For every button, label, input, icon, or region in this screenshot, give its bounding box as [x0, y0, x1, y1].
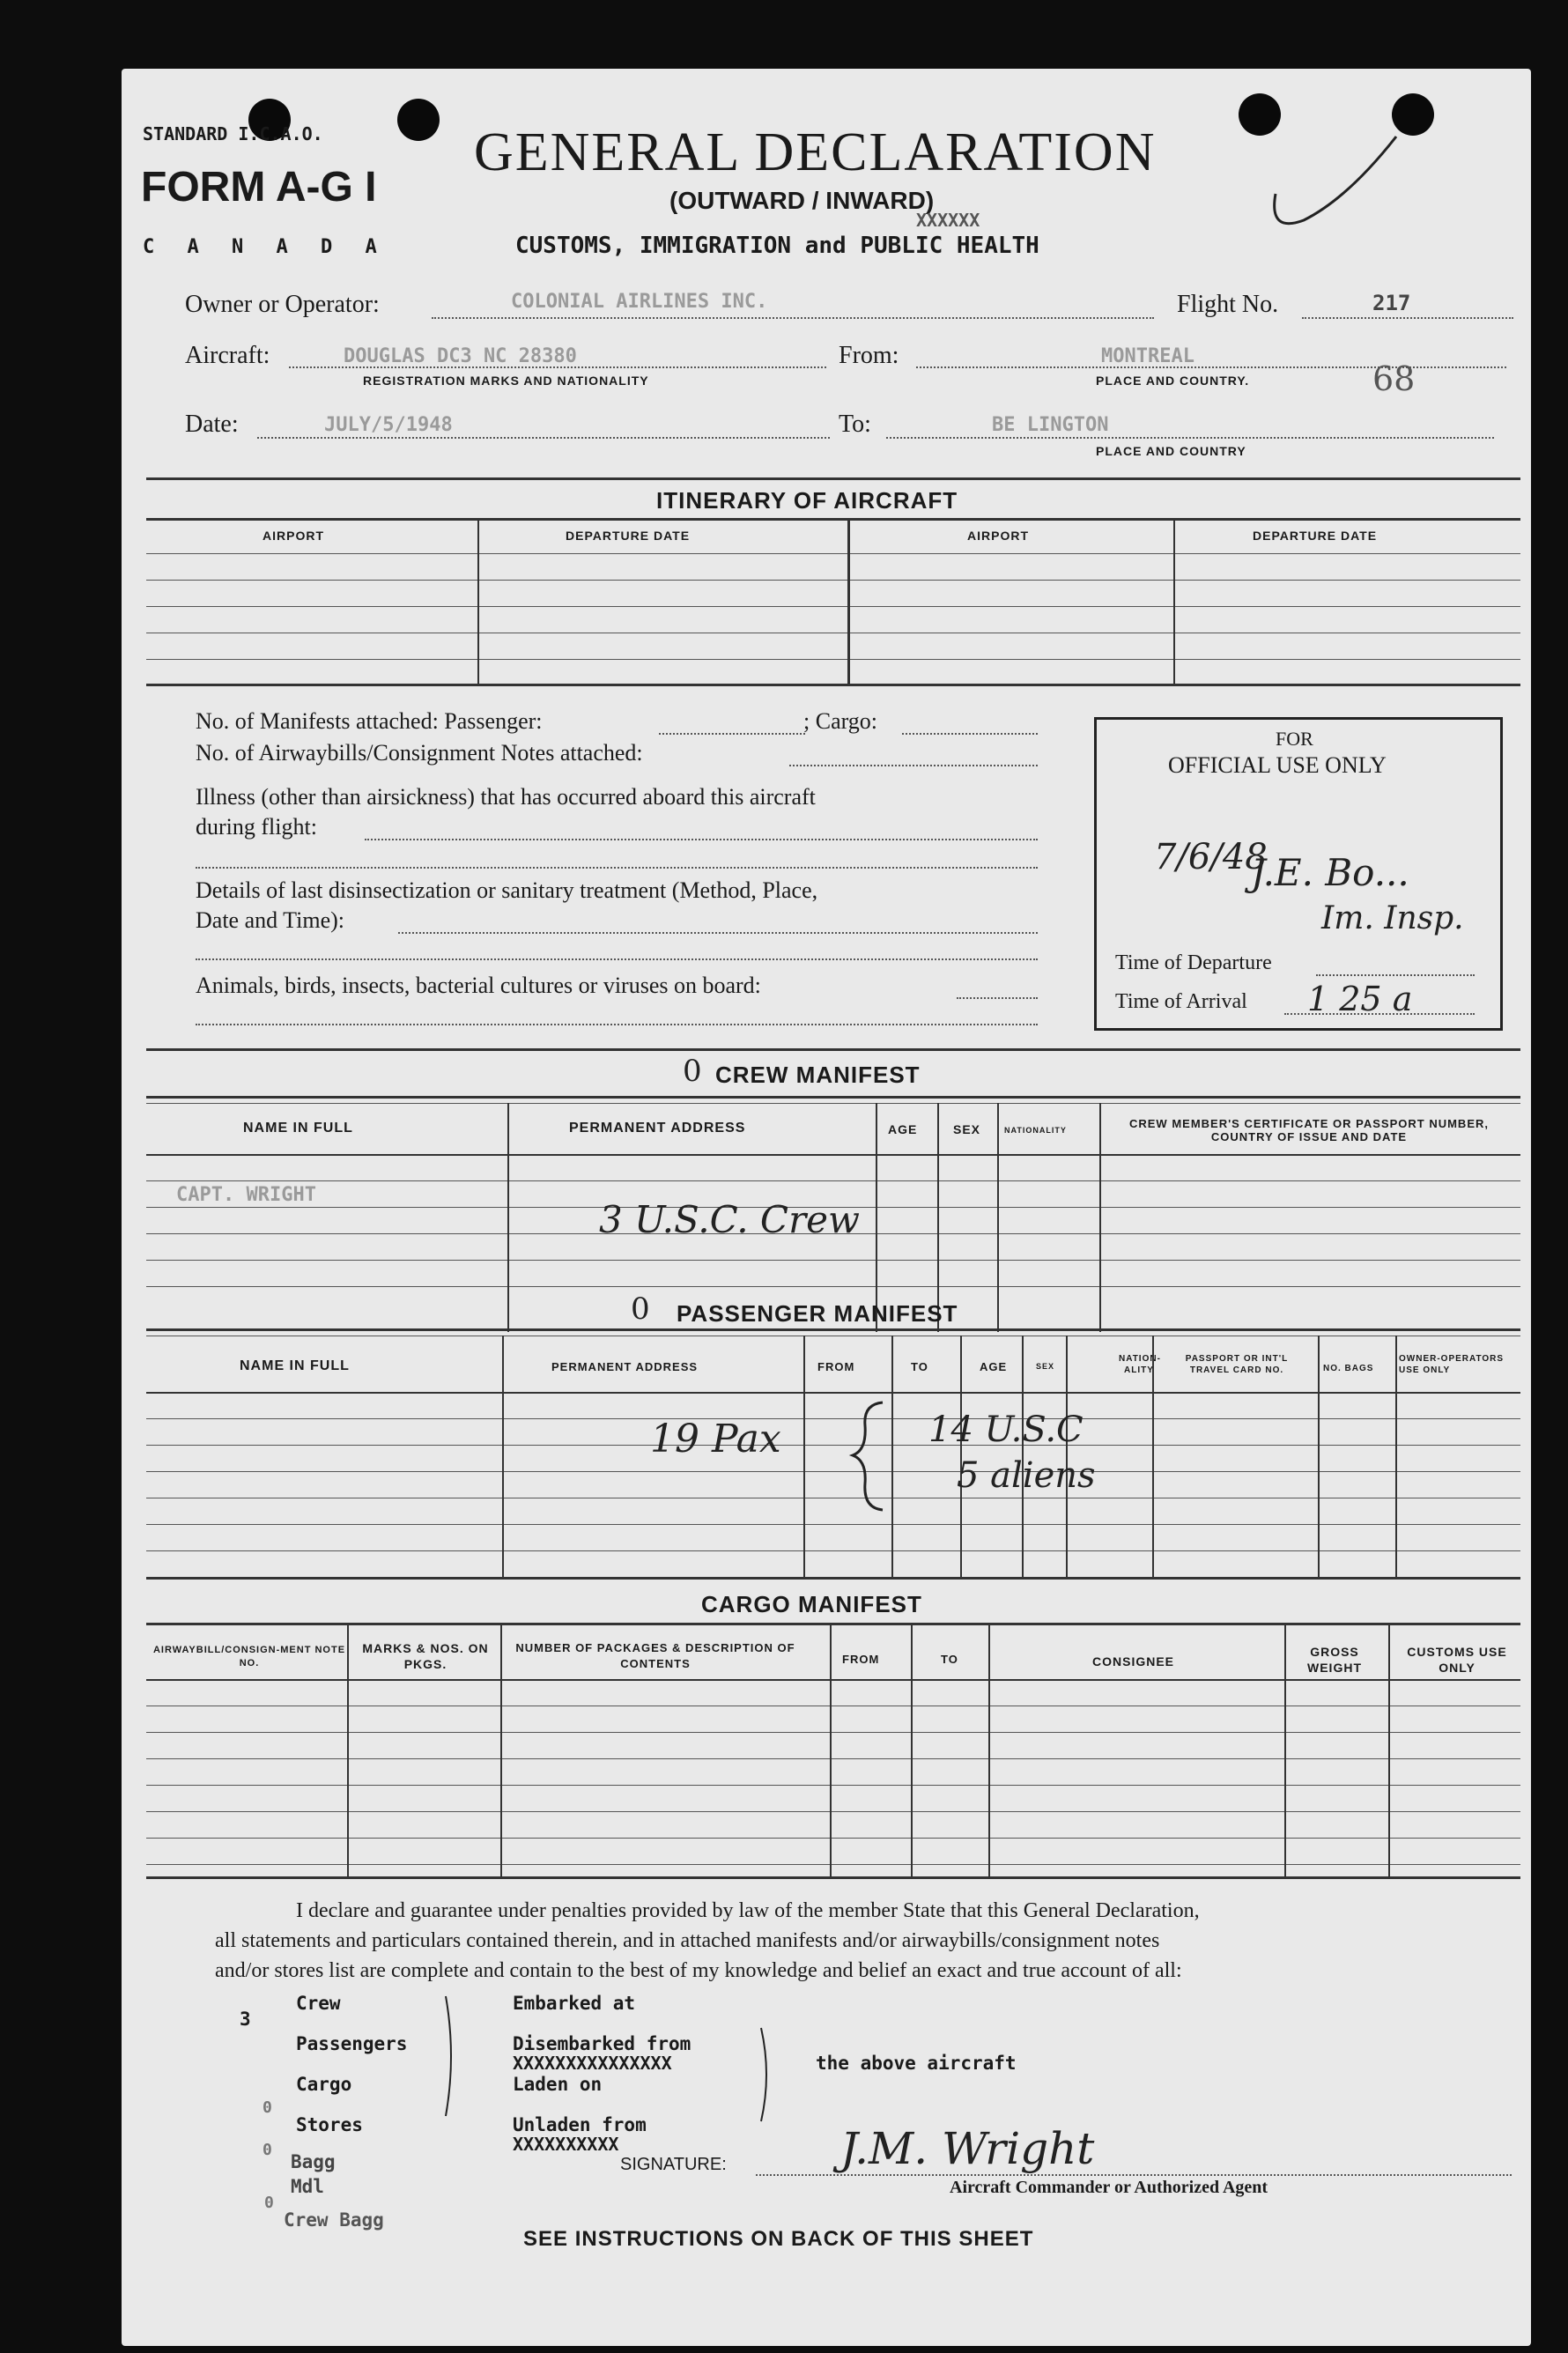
animals-underline-2 [196, 1024, 1038, 1025]
official-hand-signature: J.E. Bo... [1251, 851, 1409, 894]
passenger-col-sex: SEX [1036, 1362, 1055, 1371]
passenger-col-bags: NO. BAGS [1323, 1364, 1374, 1373]
passenger-col-passport-text: PASSPORT OR INT'L TRAVEL CARD NO. [1185, 1354, 1289, 1375]
action-unladen: Unladen from [513, 2114, 647, 2135]
divider [146, 1328, 1520, 1331]
cargo-col-packages-text: NUMBER OF PACKAGES & DESCRIPTION OF CONTENTS [515, 1641, 795, 1670]
checkmark-icon [1268, 132, 1401, 238]
count-crew: 3 [240, 2009, 251, 2030]
item-bagg: Bagg [291, 2151, 336, 2172]
bracket-icon [756, 2026, 782, 2123]
col-line [507, 1103, 509, 1332]
manifests-line-1b: ; Cargo: [803, 708, 878, 734]
divider [146, 1048, 1520, 1051]
animals-underline [957, 997, 1038, 999]
crew-row-name: CAPT. WRIGHT [176, 1184, 316, 1206]
col-line [1284, 1623, 1286, 1876]
divider [146, 1577, 1520, 1580]
aircraft-label: Aircraft: [185, 342, 270, 369]
passenger-col-to: TO [911, 1360, 928, 1373]
col-line [1099, 1103, 1101, 1332]
official-use-title-1: FOR [1276, 728, 1313, 750]
row-line [146, 1471, 1520, 1472]
manifests-line-5: Details of last disinsectization or sanitary treatment (Method, Place, [196, 877, 818, 903]
crew-count: 0 [683, 1054, 702, 1089]
passenger-count-underline [659, 733, 805, 735]
passenger-col-owner [1399, 1353, 1522, 1376]
itinerary-col-airport-1: AIRPORT [263, 529, 324, 543]
form-id: FORM A-G I [141, 164, 377, 211]
divider [146, 1623, 1520, 1625]
form-title: GENERAL DECLARATION [474, 122, 1157, 182]
divider [146, 684, 1520, 686]
crew-col-age: AGE [888, 1122, 918, 1136]
cargo-col-marks [351, 1640, 500, 1672]
itinerary-col-date-1: DEPARTURE DATE [566, 529, 691, 543]
arrival-time-label: Time of Arrival [1115, 990, 1247, 1013]
arrival-time-value: 1 25 a [1307, 980, 1413, 1018]
cargo-count-underline [902, 733, 1038, 735]
passenger-manifest-title: PASSENGER MANIFEST [677, 1300, 958, 1327]
row-line [146, 1103, 1520, 1104]
signature-caption: Aircraft Commander or Authorized Agent [950, 2178, 1268, 2197]
col-line [1318, 1336, 1320, 1577]
crew-row-handwritten: 3 U.S.C. Crew [599, 1198, 860, 1241]
signature-handwritten: J.M. Wright [840, 2123, 1095, 2174]
cargo-col-customs-text: CUSTOMS USE ONLY [1407, 1645, 1507, 1675]
cargo-manifest-title: CARGO MANIFEST [701, 1591, 922, 1617]
item-stores: Stores [296, 2114, 363, 2135]
row-line [146, 1392, 1520, 1394]
item-crew-bagg: Crew Bagg [284, 2209, 384, 2231]
row-line [146, 1260, 1520, 1261]
row-line [146, 1524, 1520, 1525]
departure-time-label: Time of Departure [1115, 951, 1272, 974]
treatment-underline [398, 932, 1038, 934]
owner-value: COLONIAL AIRLINES INC. [511, 291, 768, 313]
passenger-count: 0 [631, 1291, 650, 1327]
row-line [146, 1286, 1520, 1287]
treatment-underline-2 [196, 958, 1038, 960]
cargo-col-airwaybill [148, 1644, 351, 1670]
item-mdl: Mdl [291, 2176, 324, 2197]
passenger-hand-citizens: 14 U.S.C [928, 1410, 1084, 1450]
from-value: MONTREAL [1101, 345, 1194, 367]
row-line [146, 580, 1520, 581]
divider [146, 1096, 1520, 1099]
form-subtitle: CUSTOMS, IMMIGRATION and PUBLIC HEALTH [515, 233, 1039, 259]
col-line [502, 1336, 504, 1577]
passenger-col-name: NAME IN FULL [240, 1358, 350, 1373]
cargo-col-from: FROM [842, 1653, 880, 1666]
from-underline [916, 366, 1506, 368]
icao-standard-label: STANDARD I.C.A.O. [143, 123, 323, 144]
direction-overstrike: XXXXXX [916, 210, 980, 231]
above-aircraft: the above aircraft [816, 2053, 1017, 2074]
manifests-line-4: during flight: [196, 814, 317, 840]
aircraft-value: DOUGLAS DC3 NC 28380 [344, 345, 577, 367]
declaration-text-1: I declare and guarantee under penalties provided by law of the member State that this General Declaration, [296, 1899, 1200, 1922]
row-line [146, 1732, 1520, 1733]
row-line [146, 1679, 1520, 1681]
aircraft-caption: REGISTRATION MARKS AND NATIONALITY [363, 374, 649, 388]
punch-hole [1239, 93, 1281, 136]
col-line [988, 1623, 990, 1876]
official-hand-date: 7/6/48 [1154, 837, 1268, 877]
row-line [146, 659, 1520, 660]
action-laden: Laden on [513, 2074, 603, 2095]
date-label: Date: [185, 411, 239, 438]
passenger-hand-total: 19 Pax [650, 1417, 781, 1461]
row-line [146, 1838, 1520, 1839]
divider [146, 477, 1520, 480]
count-bagg: 0 [263, 2141, 272, 2159]
footer-instructions: SEE INSTRUCTIONS ON BACK OF THIS SHEET [523, 2227, 1034, 2251]
date-underline [257, 437, 830, 439]
flight-underline [1302, 317, 1513, 319]
row-line [146, 1445, 1520, 1446]
official-use-title-2: OFFICIAL USE ONLY [1168, 752, 1387, 778]
airwaybill-underline [789, 765, 1038, 766]
itinerary-col-airport-2: AIRPORT [967, 529, 1029, 543]
col-line [1395, 1336, 1397, 1577]
owner-label: Owner or Operator: [185, 291, 380, 318]
passenger-col-passport [1165, 1353, 1309, 1376]
col-line [500, 1623, 502, 1876]
row-line [146, 1758, 1520, 1759]
illness-underline [365, 839, 1038, 840]
date-value: JULY/5/1948 [324, 414, 453, 436]
from-caption: PLACE AND COUNTRY. [1096, 374, 1250, 388]
cargo-col-airwaybill-text: AIRWAYBILL/CONSIGN-MENT NOTE NO. [152, 1645, 346, 1669]
row-line [146, 553, 1520, 554]
crew-col-nationality: NATIONALITY [1004, 1126, 1067, 1135]
manifests-line-3: Illness (other than airsickness) that has occurred aboard this aircraft [196, 784, 816, 810]
row-line [146, 1811, 1520, 1812]
passenger-hand-aliens: 5 aliens [957, 1455, 1096, 1496]
departure-time-underline [1316, 974, 1475, 976]
row-line [146, 1418, 1520, 1419]
divider [146, 1876, 1520, 1879]
col-line [1173, 520, 1175, 684]
cargo-col-gross-weight [1286, 1644, 1383, 1676]
col-line [847, 520, 850, 684]
crew-col-certificate-text: CREW MEMBER'S CERTIFICATE OR PASSPORT NUMBER, COUNTRY OF ISSUE AND DATE [1128, 1117, 1489, 1143]
official-hand-title: Im. Insp. [1321, 900, 1464, 936]
illness-underline-2 [196, 867, 1038, 869]
overstrike-disembarked: XXXXXXXXXXXXXXX [513, 2053, 672, 2074]
handwritten-number: 68 [1372, 359, 1416, 398]
direction-label: (OUTWARD / INWARD) [669, 187, 935, 214]
crew-col-certificate [1106, 1117, 1512, 1143]
count-stores: 0 [263, 2098, 272, 2117]
itinerary-title: ITINERARY OF AIRCRAFT [656, 487, 958, 514]
manifests-line-6: Date and Time): [196, 907, 344, 933]
punch-hole [397, 99, 440, 141]
passenger-col-nationality-text: NATION-ALITY [1119, 1354, 1161, 1375]
to-value: BE LINGTON [992, 414, 1109, 436]
to-caption: PLACE AND COUNTRY [1096, 444, 1246, 458]
crew-col-address: PERMANENT ADDRESS [569, 1121, 746, 1136]
country-label: C A N A D A [143, 236, 388, 258]
itinerary-col-date-2: DEPARTURE DATE [1253, 529, 1378, 543]
passenger-col-from: FROM [817, 1360, 855, 1373]
action-embarked: Embarked at [513, 1993, 636, 2014]
crew-col-sex: SEX [953, 1122, 981, 1136]
row-line [146, 1785, 1520, 1786]
row-line [146, 1864, 1520, 1865]
col-line [477, 520, 479, 684]
passenger-col-age: AGE [980, 1360, 1008, 1373]
flight-label: Flight No. [1177, 291, 1279, 318]
manifests-line-1a: No. of Manifests attached: Passenger: [196, 708, 543, 734]
col-line [1152, 1336, 1154, 1577]
bracket-icon [440, 1994, 467, 2118]
count-crew-bagg: 0 [264, 2194, 274, 2212]
signature-label: SIGNATURE: [620, 2155, 727, 2174]
brace-icon [847, 1399, 891, 1513]
declaration-text-2: all statements and particulars contained therein, and in attached manifests and/or airwaybills/consignment notes [215, 1929, 1160, 1952]
row-line [146, 1154, 1520, 1156]
to-label: To: [839, 411, 871, 438]
crew-manifest-title: CREW MANIFEST [715, 1062, 921, 1088]
row-line [146, 606, 1520, 607]
manifests-line-2: No. of Airwaybills/Consignment Notes attached: [196, 740, 643, 766]
col-line [803, 1336, 805, 1577]
passenger-col-address: PERMANENT ADDRESS [551, 1360, 699, 1373]
row-line [146, 1180, 1520, 1181]
col-line [830, 1623, 832, 1876]
crew-col-name: NAME IN FULL [243, 1121, 353, 1136]
col-line [937, 1103, 939, 1332]
item-crew: Crew [296, 1993, 341, 2014]
passenger-col-owner-text: OWNER-OPERATORS USE ONLY [1399, 1354, 1505, 1375]
col-line [891, 1336, 893, 1577]
punch-hole [1392, 93, 1434, 136]
item-cargo: Cargo [296, 2074, 352, 2095]
row-line [146, 1550, 1520, 1551]
item-passengers: Passengers [296, 2033, 408, 2054]
col-line [997, 1103, 999, 1332]
to-underline [886, 437, 1494, 439]
owner-underline [432, 317, 1154, 319]
from-label: From: [839, 342, 899, 369]
declaration-text-3: and/or stores list are complete and contain to the best of my knowledge and belief an exact and true account of all: [215, 1959, 1182, 1982]
divider [146, 518, 1520, 521]
col-line [1388, 1623, 1390, 1876]
cargo-col-gross-weight-text: GROSS WEIGHT [1307, 1645, 1362, 1675]
col-line [347, 1623, 349, 1876]
manifests-line-7: Animals, birds, insects, bacterial cultures or viruses on board: [196, 973, 761, 998]
cargo-col-packages [506, 1640, 805, 1672]
cargo-col-to: TO [941, 1653, 958, 1666]
col-line [911, 1623, 913, 1876]
overstrike-unladen: XXXXXXXXXX [513, 2134, 619, 2155]
flight-value: 217 [1372, 291, 1411, 315]
signature-underline [756, 2174, 1512, 2176]
action-disembarked: Disembarked from [513, 2033, 692, 2054]
cargo-col-customs [1395, 1644, 1519, 1676]
cargo-col-marks-text: MARKS & NOS. ON PKGS. [362, 1641, 489, 1671]
col-line [876, 1103, 877, 1332]
cargo-col-consignee: CONSIGNEE [1092, 1654, 1175, 1669]
